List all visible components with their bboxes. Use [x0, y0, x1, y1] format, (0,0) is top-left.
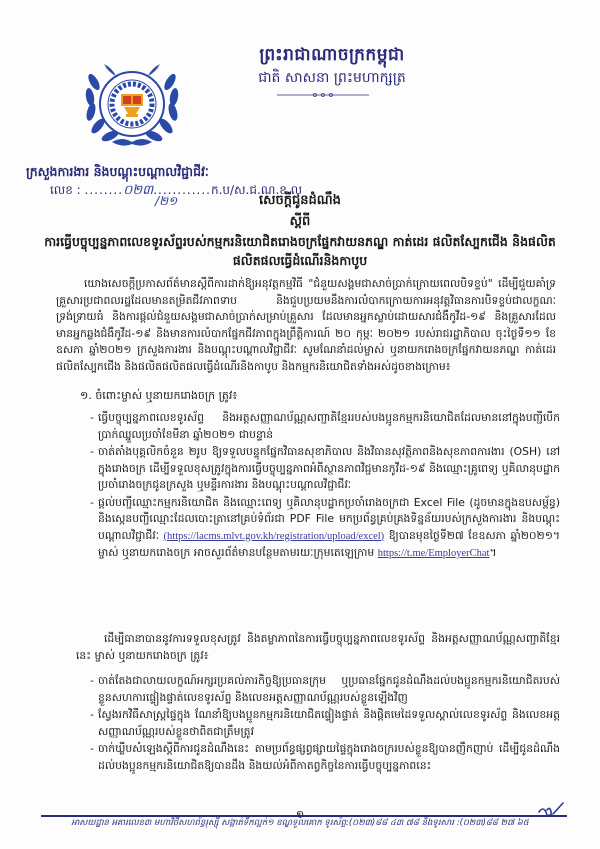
- list-item: - ចាត់តែងជាលាយលក្ខណ៍អក្សរប្រគល់ភារកិច្ចឱ្យប្រធានក្រុម ឬប្រធានផ្នែកជូនដំណឹងដល់បងប្អូនកម្មករនិយោជិតរបស់ខ្លួនសហការផ្ទៀងផ្ទាត់លេខទូរស័ព្ទ និងលេខអត្តសញ្ញាណប័ណ្ណរបស់ខ្លួនឡើងវិញ: [90, 673, 560, 706]
- section-2-list: [90, 673, 560, 775]
- list-item: - ចាត់តាំងបុគ្គលិកចំនួន ២រូប ឱ្យទទួលបន្ទុកផ្នែកវិធានសុខាភិបាល និងវិធានសុវត្ថិភាពនិងសុខភាពការងារ (OSH) នៅក្នុងរោងចក្រ ដើម្បីទទួលខុសត្រូវក្នុងការធ្វើបច្ចុប្បន្នភាពអំពីស្ថានភាពវិជ្ជមានកូវីដ-១៩ និងឈ្មោះគ្រូពេទ្យ ឬគិលានុបដ្ឋាកប្រចាំរោងចក្រជូនក្រសួង ឬមន្ទីរការងារ និងបណ្តុះបណ្តាលវិជ្ជាជីវៈ: [90, 444, 560, 494]
- ministry-name: ក្រសួងការងារ និងបណ្តុះបណ្តាលវិជ្ជាជីវៈ: [26, 164, 209, 179]
- ministry-emblem-icon: [82, 52, 182, 152]
- footer-address: អាសយដ្ឋាន អគារលេខ៣ មហាវិថីសហព័ន្ធរុស្ស៊ី សង្កាត់ទឹកល្អក់១ ខណ្ឌទួលគោក ទូរស័ព្ទ:(០២៣)៨៨ ៤៣ ៧៨ និងទូរសារ :(០២៣)៨៨ ២៧ ៦៥: [71, 818, 529, 828]
- kingdom-title: ព្រះរាជាណាចក្រកម្ពុជា: [259, 45, 405, 65]
- list-item: - ធ្វើបច្ចុប្បន្នភាពលេខទូរស័ព្ទ និងអត្តសញ្ញាណប័ណ្ណសញ្ជាតិខ្មែររបស់បងប្អូនកម្មករនិយោជិតដែលមាននៅក្នុងបញ្ជីបើកប្រាក់ឈ្នួលប្រចាំខែមីនា ឆ្នាំ២០២១ ជាបន្ទាន់: [90, 410, 560, 443]
- reference-dots: ............: [153, 183, 211, 197]
- reference-number: ០២៣: [123, 183, 154, 198]
- kingdom-header: [232, 44, 432, 88]
- second-paragraph: ដើម្បីធានាបាននូវការទទួលខុសត្រូវ និងតម្លាភាពនៃការធ្វើបច្ចុប្បន្នភាពលេខទូរស័ព្ទ និងអត្តសញ្ញាណប័ណ្ណសញ្ជាតិខ្មែរនេះ ម្ចាស់ ឬនាយករោងចក្រ ត្រូវ៖: [76, 632, 560, 662]
- reference-year: /២១: [155, 194, 178, 208]
- subject-label: ស្តីពី: [289, 214, 311, 229]
- reference-label: លេខ :: [50, 183, 81, 197]
- section-1-list: [90, 410, 560, 564]
- list-item: - ផ្តល់បញ្ជីឈ្មោះកម្មករនិយោជិត និងឈ្មោះពេទ្យ ឬគិលានុបដ្ឋាកប្រចាំរោងចក្រជា Excel File (ដូចមានក្នុងឧបសម្ព័ន្ធ) និងស្កេនបញ្ជីឈ្មោះដែលបោះត្រានៅគ្រប់ទំព័រជា PDF File មកប្រព័ន្ធគ្រប់គ្រងទិន្នន័យរបស់ក្រសួងការងារ និងបណ្តុះបណ្តាលវិជ្ជាជីវៈ (https://lacms.mlvt.gov.kh/registration/upload/excel) ឱ្យបានមុនថ្ងៃទី២៧ ខែឧសភា ឆ្នាំ២០២១។ ម្ចាស់ ឬនាយករោងចក្រ អាចសួរព័ត៌មានបន្ថែមតាមរយៈក្រុមតេឡេក្រាម https://t.me/EmployerChat។: [90, 495, 560, 563]
- reference-dots: ........: [84, 183, 124, 197]
- document-subject: ការធ្វើបច្ចុប្បន្នភាពលេខទូរស័ព្ទរបស់កម្មករនិយោជិតរោងចក្រផ្នែកវាយនភណ្ឌ កាត់ដេរ ផលិតស្បែកជើង និងផលិតផលិតផលធ្វើដំណើរនិងកាបូប: [44, 234, 556, 268]
- telegram-employer-chat-link[interactable]: https://t.me/EmployerChat: [377, 548, 490, 559]
- list-item: - ស្វែងរកវិធីសាស្ត្រផ្ទៃក្នុង ណែនាំឱ្យបងប្អូនកម្មករនិយោជិតផ្ទៀងផ្ទាត់ និងផ្តិតមេដៃទទួលស្គាល់លេខទូរស័ព្ទ និងលេខអត្តសញ្ញាណប័ណ្ណរបស់ខ្លួនថាពិតជាត្រឹមត្រូវ: [90, 707, 560, 740]
- document-type-title: សេចក្តីជូនដំណឹង: [259, 193, 341, 208]
- list-item: - ចាក់ឃ្លីបសំឡេងស្តីពីការជូនដំណឹងនេះ តាមប្រព័ន្ធផ្សព្វផ្សាយផ្ទៃក្នុងរោងចក្ររបស់ខ្លួនឱ្យបានញឹកញាប់ ដើម្បីជូនដំណឹងដល់បងប្អូនកម្មករនិយោជិតឱ្យបានដឹង និងយល់អំពីកាតព្វកិច្ចនៃការធ្វើបច្ចុប្បន្នភាពនេះ: [90, 741, 560, 774]
- footer-divider: [41, 815, 567, 817]
- intro-paragraph: យោងសេចក្តីប្រកាសព័ត៌មានស្តីពីការដាក់ឱ្យអនុវត្តកម្មវិធី "ជំនួយសង្គមជាសាច់ប្រាក់ក្រោយពេលបិទខ្ទប់" ដើម្បីជួយគាំទ្រគ្រួសារប្រជាពលរដ្ឋដែលមានតម្រិតជីវភាពទាប និងជួបប្រយមនឹងការលំបាកក្រោយការអនុវត្តវិធានការបិទខ្ទប់ជាលក្ខណៈទ្រង់ទ្រាយធំ និងការផ្តល់ជំនួយសង្គមជាសាច់ប្រាក់សម្រាប់គ្រួសារ ដែលមានអ្នកស្លាប់ដោយសារជំងឺកូវីដ-១៩ និងគ្រួសារដែលមានអ្នកឆ្លងជំងឺកូវីដ-១៩ និងមានការលំបាកផ្នែកជីវភាពក្នុងព្រឹត្តិការណ៍ ២០ កុម្ភៈ ២០២១ របស់រាជរដ្ឋាភិបាល ចុះថ្ងៃទី១១ ខែឧសភា ឆ្នាំ២០២១ ក្រសួងការងារ និងបណ្តុះបណ្តាលវិជ្ជាជីវៈ សូមណែនាំដល់ម្ចាស់ ឬនាយករោងចក្រផ្នែកវាយនភណ្ឌ កាត់ដេរ ផលិតស្បែកជើង និងផលិតផលិតផលធ្វើដំណើរនិងកាបូប និងកម្មករនិយោជិតទាំងអស់ដូចខាងក្រោម៖: [56, 277, 556, 373]
- reference-suffix: ក.ប/ស.ជ.ណ.ខ.ល: [211, 183, 303, 197]
- section-1-heading: ១. ចំពោះម្ចាស់ ឬនាយករោងចក្រ ត្រូវ៖: [80, 389, 238, 402]
- header-ornament-divider: [277, 93, 369, 97]
- kingdom-motto: ជាតិ សាសនា ព្រះមហាក្សត្រ: [258, 70, 406, 86]
- upload-excel-link[interactable]: (https://lacms.mlvt.gov.kh/registration/upload/excel): [163, 530, 385, 542]
